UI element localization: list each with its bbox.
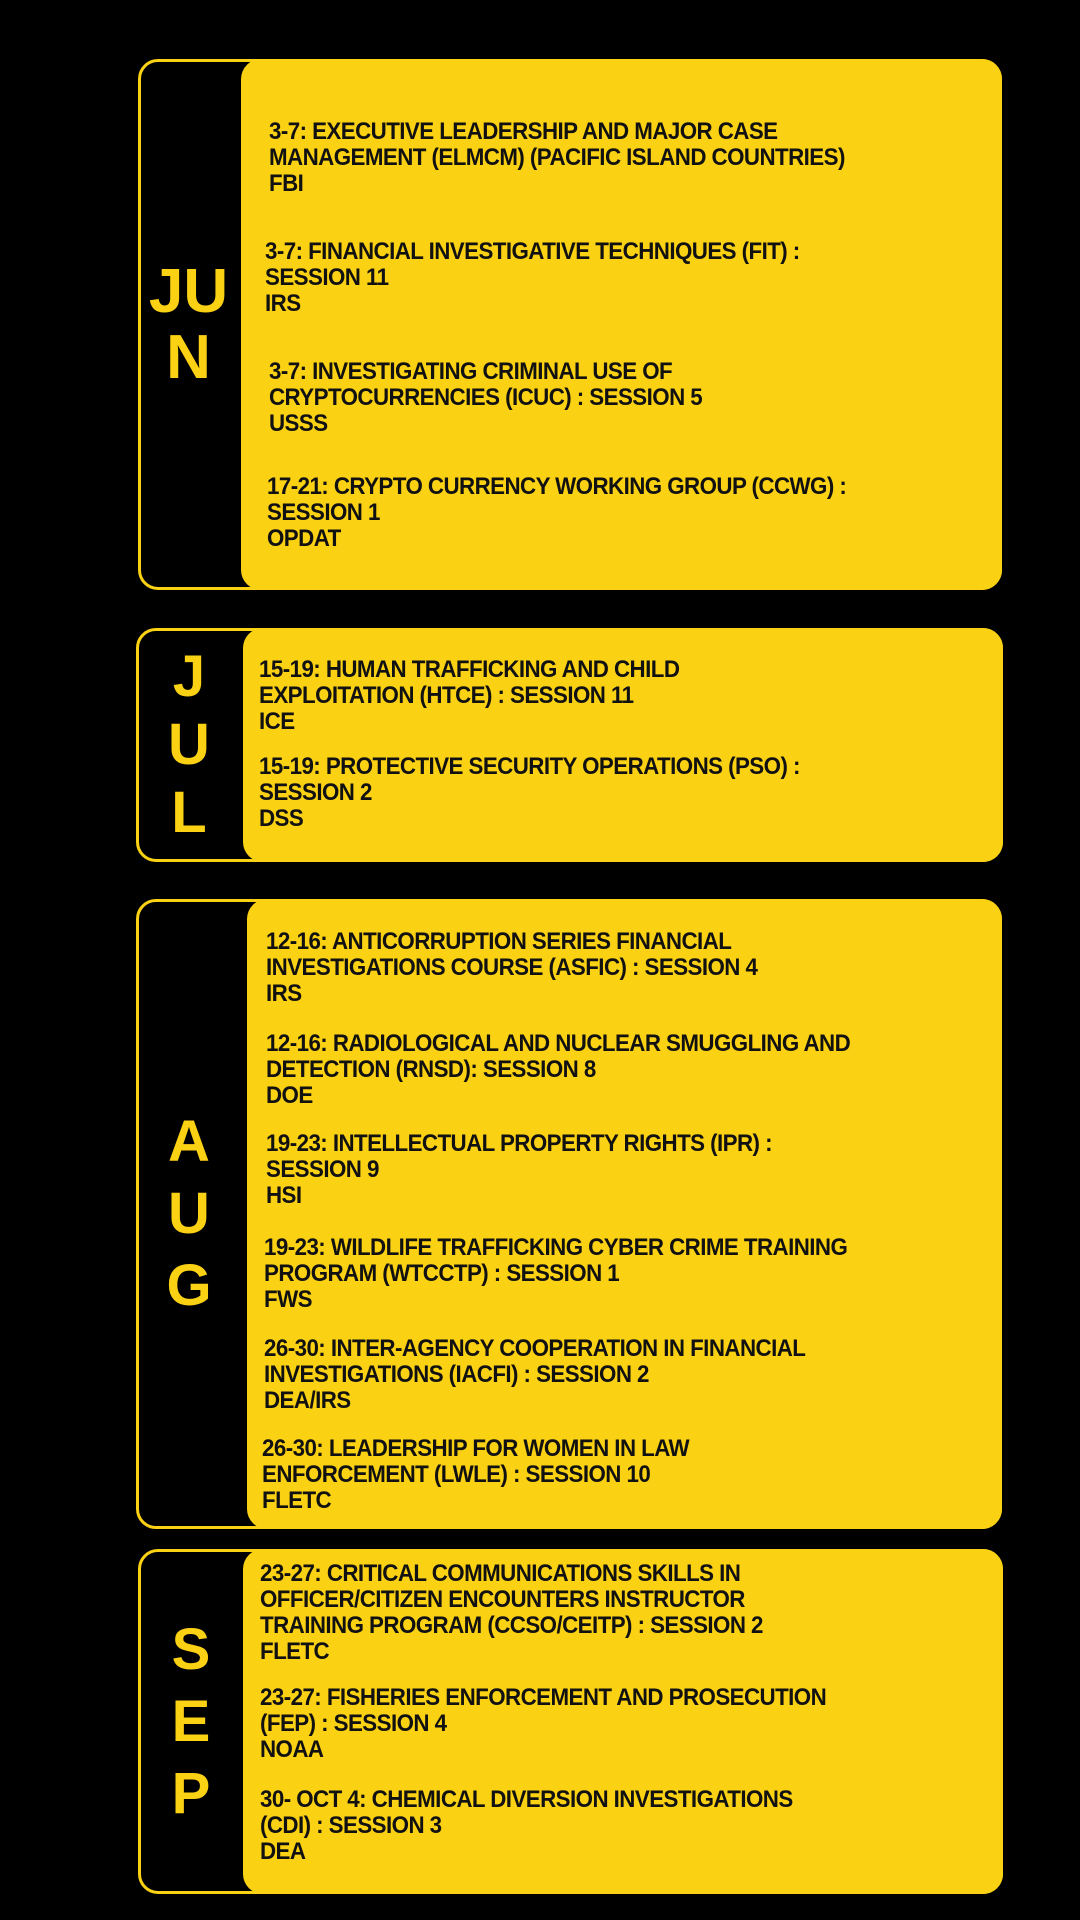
event-agency: IRS bbox=[265, 290, 301, 317]
event-title: ENFORCEMENT (LWLE) : SESSION 10 bbox=[262, 1461, 651, 1488]
event-agency: FBI bbox=[269, 170, 304, 197]
event-agency: DSS bbox=[259, 805, 304, 832]
month-card-jul bbox=[136, 628, 1003, 862]
event-title: TRAINING PROGRAM (CCSO/CEITP) : SESSION 2 bbox=[260, 1612, 763, 1639]
event-title: 15-19: HUMAN TRAFFICKING AND CHILD bbox=[259, 656, 680, 683]
event-title: SESSION 1 bbox=[267, 499, 380, 526]
event-agency: NOAA bbox=[260, 1736, 324, 1763]
event-title: 26-30: LEADERSHIP FOR WOMEN IN LAW bbox=[262, 1435, 690, 1462]
event-title: 26-30: INTER-AGENCY COOPERATION IN FINANCIAL bbox=[264, 1335, 806, 1362]
event-title: 23-27: CRITICAL COMMUNICATIONS SKILLS IN bbox=[260, 1560, 741, 1587]
event-title: PROGRAM (WTCCTP) : SESSION 1 bbox=[264, 1260, 620, 1287]
month-label-line: G bbox=[166, 1253, 212, 1318]
events-panel-jul bbox=[243, 628, 1003, 862]
event-item bbox=[269, 359, 702, 437]
event-title: EXPLOITATION (HTCE) : SESSION 11 bbox=[259, 682, 634, 709]
month-label-aug bbox=[139, 902, 239, 1526]
month-label-line: J bbox=[172, 644, 206, 709]
event-title: DETECTION (RNSD): SESSION 8 bbox=[266, 1056, 596, 1083]
event-title: MANAGEMENT (ELMCM) (PACIFIC ISLAND COUNTRIES) bbox=[269, 144, 845, 171]
event-title: 3-7: FINANCIAL INVESTIGATIVE TECHNIQUES (FIT) : bbox=[265, 238, 800, 265]
event-title: 17-21: CRYPTO CURRENCY WORKING GROUP (CCWG) : bbox=[267, 473, 847, 500]
month-label-line: S bbox=[171, 1616, 211, 1682]
event-item bbox=[265, 239, 800, 317]
event-title: 30- OCT 4: CHEMICAL DIVERSION INVESTIGATIONS bbox=[260, 1786, 793, 1813]
event-agency: USSS bbox=[269, 410, 328, 437]
month-label-line: P bbox=[171, 1760, 211, 1826]
event-title: 15-19: PROTECTIVE SECURITY OPERATIONS (PSO) : bbox=[259, 753, 800, 780]
event-title: 3-7: EXECUTIVE LEADERSHIP AND MAJOR CASE bbox=[269, 118, 778, 145]
event-item bbox=[260, 1561, 763, 1665]
event-agency: FWS bbox=[264, 1286, 312, 1313]
month-label-line: N bbox=[166, 322, 211, 392]
month-label-jul bbox=[139, 631, 239, 859]
event-agency: OPDAT bbox=[267, 525, 341, 552]
month-label-sep bbox=[141, 1552, 241, 1891]
event-title: 19-23: WILDLIFE TRAFFICKING CYBER CRIME TRAINING bbox=[264, 1234, 848, 1261]
event-title: 12-16: RADIOLOGICAL AND NUCLEAR SMUGGLING AND bbox=[266, 1030, 851, 1057]
event-item bbox=[260, 1685, 826, 1763]
event-item bbox=[259, 657, 679, 735]
event-item bbox=[262, 1436, 689, 1514]
month-label-jun bbox=[141, 62, 236, 587]
month-label-line: L bbox=[171, 780, 207, 845]
event-title: (CDI) : SESSION 3 bbox=[260, 1812, 442, 1839]
event-title: 12-16: ANTICORRUPTION SERIES FINANCIAL bbox=[266, 928, 732, 955]
event-title: SESSION 11 bbox=[265, 264, 389, 291]
event-title: CRYPTOCURRENCIES (ICUC) : SESSION 5 bbox=[269, 384, 703, 411]
event-agency: IRS bbox=[266, 980, 302, 1007]
event-item bbox=[259, 754, 800, 832]
event-item bbox=[264, 1235, 847, 1313]
event-item bbox=[267, 474, 846, 552]
event-agency: DEA bbox=[260, 1838, 306, 1865]
month-label-line: U bbox=[168, 712, 210, 777]
event-title: SESSION 2 bbox=[259, 779, 372, 806]
event-item bbox=[266, 1131, 772, 1209]
event-title: 3-7: INVESTIGATING CRIMINAL USE OF bbox=[269, 358, 673, 385]
month-label-line: U bbox=[168, 1181, 210, 1246]
event-agency: FLETC bbox=[262, 1487, 332, 1514]
event-item bbox=[266, 929, 757, 1007]
event-item bbox=[269, 119, 845, 197]
month-label-line: A bbox=[168, 1109, 210, 1174]
month-label-line: JU bbox=[148, 256, 229, 326]
month-card-sep bbox=[138, 1549, 1003, 1894]
event-agency: ICE bbox=[259, 708, 295, 735]
events-panel-jun bbox=[241, 59, 1002, 590]
event-title: INVESTIGATIONS COURSE (ASFIC) : SESSION 4 bbox=[266, 954, 758, 981]
events-panel-sep bbox=[243, 1549, 1003, 1894]
event-item bbox=[266, 1031, 850, 1109]
event-title: (FEP) : SESSION 4 bbox=[260, 1710, 447, 1737]
events-panel-aug bbox=[247, 899, 1002, 1529]
event-agency: HSI bbox=[266, 1182, 302, 1209]
event-item bbox=[264, 1336, 805, 1414]
event-title: INVESTIGATIONS (IACFI) : SESSION 2 bbox=[264, 1361, 649, 1388]
event-title: OFFICER/CITIZEN ENCOUNTERS INSTRUCTOR bbox=[260, 1586, 745, 1613]
event-title: SESSION 9 bbox=[266, 1156, 379, 1183]
event-title: 23-27: FISHERIES ENFORCEMENT AND PROSECUTION bbox=[260, 1684, 827, 1711]
month-label-line: E bbox=[171, 1688, 211, 1754]
month-card-aug bbox=[136, 899, 1002, 1529]
month-card-jun bbox=[138, 59, 1002, 590]
event-agency: FLETC bbox=[260, 1638, 330, 1665]
event-item bbox=[260, 1787, 793, 1865]
event-agency: DOE bbox=[266, 1082, 313, 1109]
event-title: 19-23: INTELLECTUAL PROPERTY RIGHTS (IPR) : bbox=[266, 1130, 772, 1157]
event-agency: DEA/IRS bbox=[264, 1387, 351, 1414]
